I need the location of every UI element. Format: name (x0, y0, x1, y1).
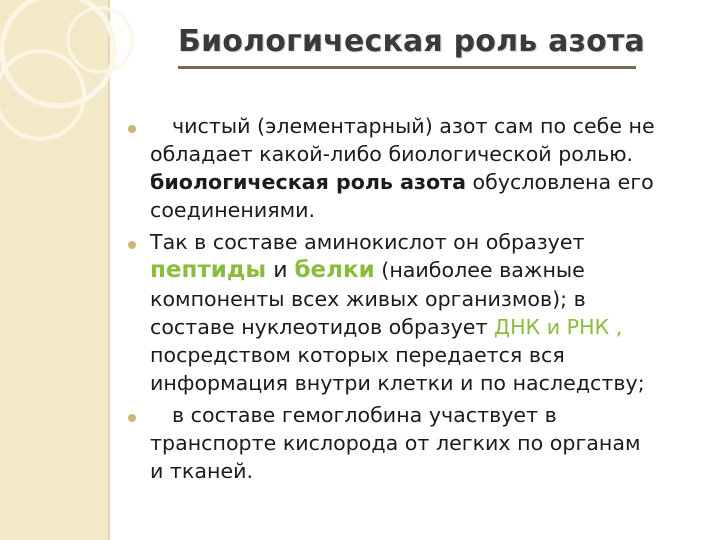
conjunction-and: и (266, 258, 295, 283)
highlight-dna-rna: ДНК и РНК , (493, 315, 623, 339)
title-underline (178, 66, 636, 69)
bullet-list (128, 112, 698, 489)
bullet-3-line-3: и тканей. (150, 459, 254, 483)
bullet-dot-icon (128, 414, 136, 422)
bold-phrase: биологическая роль азота (150, 170, 466, 194)
bullet-2-line-6: информация внутри клетки и по наследству; (150, 371, 645, 395)
highlight-peptides: пептиды (150, 257, 267, 283)
bullet-1-line-1: чистый (элементарный) азот сам по себе не (172, 114, 655, 138)
bullet-item-3 (128, 401, 698, 485)
bullet-3-line-1: в составе гемоглобина участвует в (172, 403, 557, 427)
bullet-2-line-2 (150, 256, 698, 285)
highlight-proteins: белки (294, 257, 375, 283)
bullet-dot-icon (128, 241, 136, 249)
bullet-2-line-3: компоненты всех живых организмов); в (150, 287, 586, 311)
slide-title: Биологическая роль азота (178, 24, 646, 59)
bullet-1-line-3-rest: обусловлена его (465, 170, 654, 194)
bullet-3-line-2: транспорте кислорода от легких по органам (150, 431, 641, 455)
bullet-item-2 (128, 228, 698, 397)
bullet-2-line-4 (150, 313, 698, 341)
bullet-2-line-2-rest: (наиболее важные (374, 258, 585, 282)
bullet-1-line-4: соединениями. (150, 198, 316, 222)
bullet-2-line-1: Так в составе аминокислот он образует (150, 230, 585, 254)
slide-title-block (178, 22, 648, 69)
bullet-2-line-5: посредством которых передается вся (150, 343, 565, 367)
bullet-item-1 (128, 112, 698, 224)
bullet-2-line-4-start: составе нуклеотидов образует (150, 315, 494, 339)
bullet-1-line-3 (150, 168, 698, 196)
bullet-dot-icon (128, 125, 136, 133)
bullet-1-line-2: обладает какой-либо биологической ролью. (150, 142, 634, 166)
